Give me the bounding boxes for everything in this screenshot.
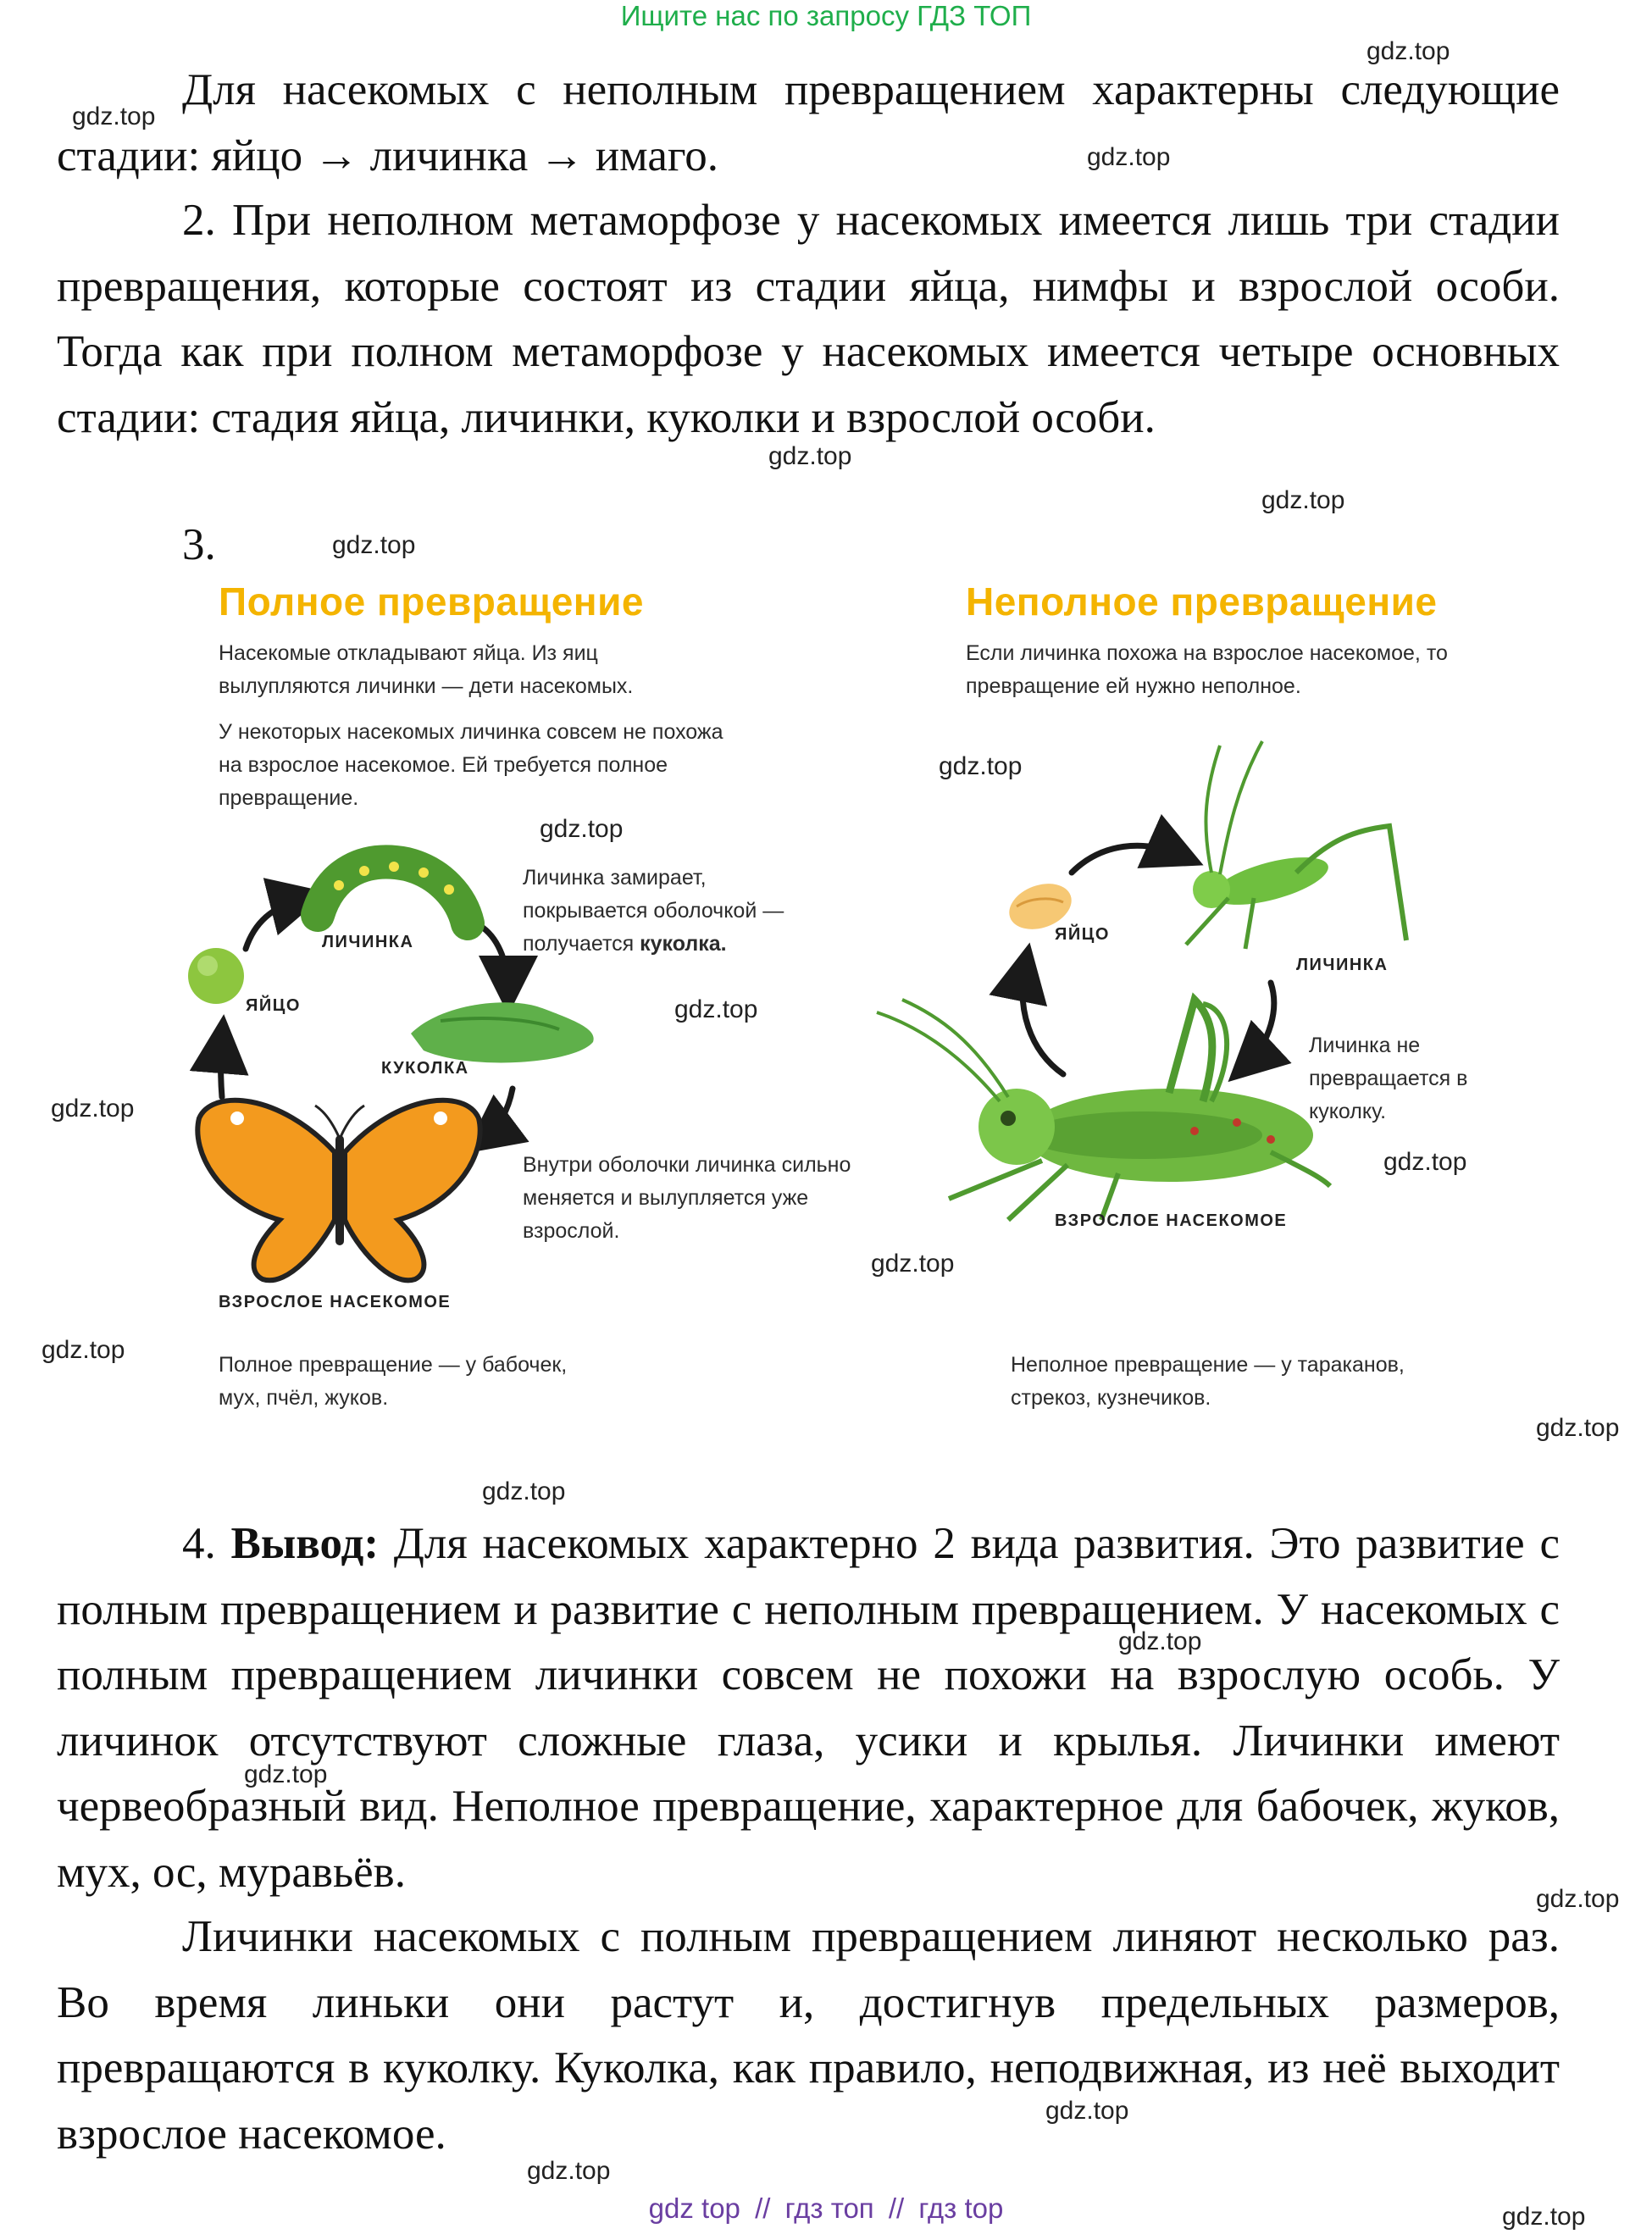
label-egg-incomplete: ЯЙЦО <box>1055 925 1110 944</box>
watermark: gdz.top <box>768 442 852 470</box>
caterpillar-illustration <box>318 862 468 923</box>
pupa-note-bold: куколка. <box>640 932 727 956</box>
label-larva-incomplete: ЛИЧИНКА <box>1296 956 1389 974</box>
watermark: gdz.top <box>244 1760 328 1788</box>
watermark: gdz.top <box>72 103 156 130</box>
label-adult-complete: ВЗРОСЛОЕ НАСЕКОМОЕ <box>219 1293 452 1311</box>
point-2-paragraph: 2. При неполном метаморфозе у насекомых имеется лишь три стадии превращения, которые состоят из стадии яйца, нимфы и взрослой особи. Тогда как при полном метаморфозе у насекомых имеется четыре основных стадии: стадия яйца, личинки, куколки и взрослой особи. <box>57 196 1560 442</box>
footer-link-gdz-top-ru[interactable]: гдз топ <box>784 2192 874 2224</box>
pupa-note-line-2: покрывается оболочкой — <box>523 899 784 923</box>
point-4-number: 4. <box>182 1519 216 1568</box>
watermark: gdz.top <box>42 1336 125 1364</box>
incomplete-intro: Если личинка похожа на взрослое насекомое, то превращение ей нужно неполное. <box>966 641 1448 698</box>
watermark: gdz.top <box>1536 1885 1620 1913</box>
label-larva-complete: ЛИЧИНКА <box>322 933 414 951</box>
complete-examples: Полное превращение — у бабочек, мух, пчёл, жуков. <box>219 1353 568 1410</box>
footer-separator: // <box>888 2192 905 2224</box>
watermark: gdz.top <box>482 1477 566 1505</box>
watermark: gdz.top <box>1087 143 1171 171</box>
watermark: gdz.top <box>674 995 758 1023</box>
watermark: gdz.top <box>1536 1414 1620 1442</box>
watermark: gdz.top <box>871 1250 955 1278</box>
pupa-note-line-3 <box>523 928 862 961</box>
watermark: gdz.top <box>51 1095 135 1123</box>
point-3-number: 3. <box>182 520 216 569</box>
search-banner-link[interactable]: Ищите нас по запросу ГДЗ ТОП <box>620 0 1032 31</box>
label-egg-complete: ЯЙЦО <box>246 996 301 1015</box>
watermark-hidden-spare: gdz.top <box>1502 2203 1586 2231</box>
adult-grasshopper-illustration <box>877 1000 1330 1220</box>
conclusion-body: Для насекомых характерно 2 вида развития. Это развитие с полным превращением и развитие с неполным превращением. У насекомых с полным превращением личинки совсем не похожи на взрослую особь. У личинок отсутствуют сложные глаза, усики и крылья. Личинки имеют червеобразный вид. Неполное превращение, характерное для бабочек, жуков, мух, ос, муравьёв. <box>57 1519 1561 1897</box>
pupa-note-prefix: получается <box>523 932 640 956</box>
intro-paragraph: Для насекомых с неполным превращением характерны следующие стадии: яйцо → личинка → имаго. <box>57 65 1560 180</box>
watermark: gdz.top <box>1045 2097 1129 2125</box>
pupa-note <box>523 862 862 961</box>
complete-metamorphosis-title: Полное превращение <box>219 579 644 624</box>
label-pupa-complete: КУКОЛКА <box>381 1059 469 1078</box>
conclusion-label: Вывод: <box>230 1519 379 1568</box>
watermark: gdz.top <box>1367 37 1450 65</box>
pupa-illustration <box>411 1002 594 1062</box>
label-adult-incomplete: ВЗРОСЛОЕ НАСЕКОМОЕ <box>1055 1211 1288 1230</box>
butterfly-illustration <box>197 1100 480 1281</box>
incomplete-metamorphosis-title: Неполное превращение <box>966 579 1438 624</box>
watermark: gdz.top <box>527 2157 611 2185</box>
watermark: gdz.top <box>1261 486 1345 514</box>
conclusion-paragraph <box>57 1511 1560 1905</box>
inside-note: Внутри оболочки личинка сильно меняется и вылупляется уже взрослой. <box>523 1153 851 1243</box>
pupa-note-line-1: Личинка замирает, <box>523 866 707 890</box>
complete-intro-1: Насекомые откладывают яйца. Из яиц вылупляются личинки — дети насекомых. <box>219 641 634 698</box>
footer-link-gdz-top[interactable]: gdz top <box>648 2192 740 2224</box>
watermark: gdz.top <box>332 531 416 559</box>
footer-separator: // <box>755 2192 771 2224</box>
incomplete-note: Личинка не превращается в куколку. <box>1309 1034 1468 1123</box>
egg-illustration <box>188 948 244 1004</box>
footer-link-gdz-top-mixed[interactable]: гдз top <box>918 2192 1004 2224</box>
watermark: gdz.top <box>540 815 624 843</box>
complete-intro-2: У некоторых насекомых личинка совсем не похожа на взрослое насекомое. Ей требуется полное превращение. <box>219 720 723 810</box>
nymph-grasshopper-illustration <box>1186 741 1406 949</box>
watermark: gdz.top <box>1118 1627 1202 1655</box>
watermark: gdz.top <box>939 752 1023 780</box>
footer-links <box>0 2192 1652 2225</box>
watermark: gdz.top <box>1383 1148 1467 1176</box>
incomplete-examples: Неполное превращение — у тараканов, стрекоз, кузнечиков. <box>1011 1353 1405 1410</box>
final-paragraph: Личинки насекомых с полным превращением линяют несколько раз. Во время линьки они растут и, достигнув предельных размеров, превращаются в куколку. Куколка, как правило, неподвижная, из неё выходит взрослое насекомое. <box>57 1912 1560 2159</box>
